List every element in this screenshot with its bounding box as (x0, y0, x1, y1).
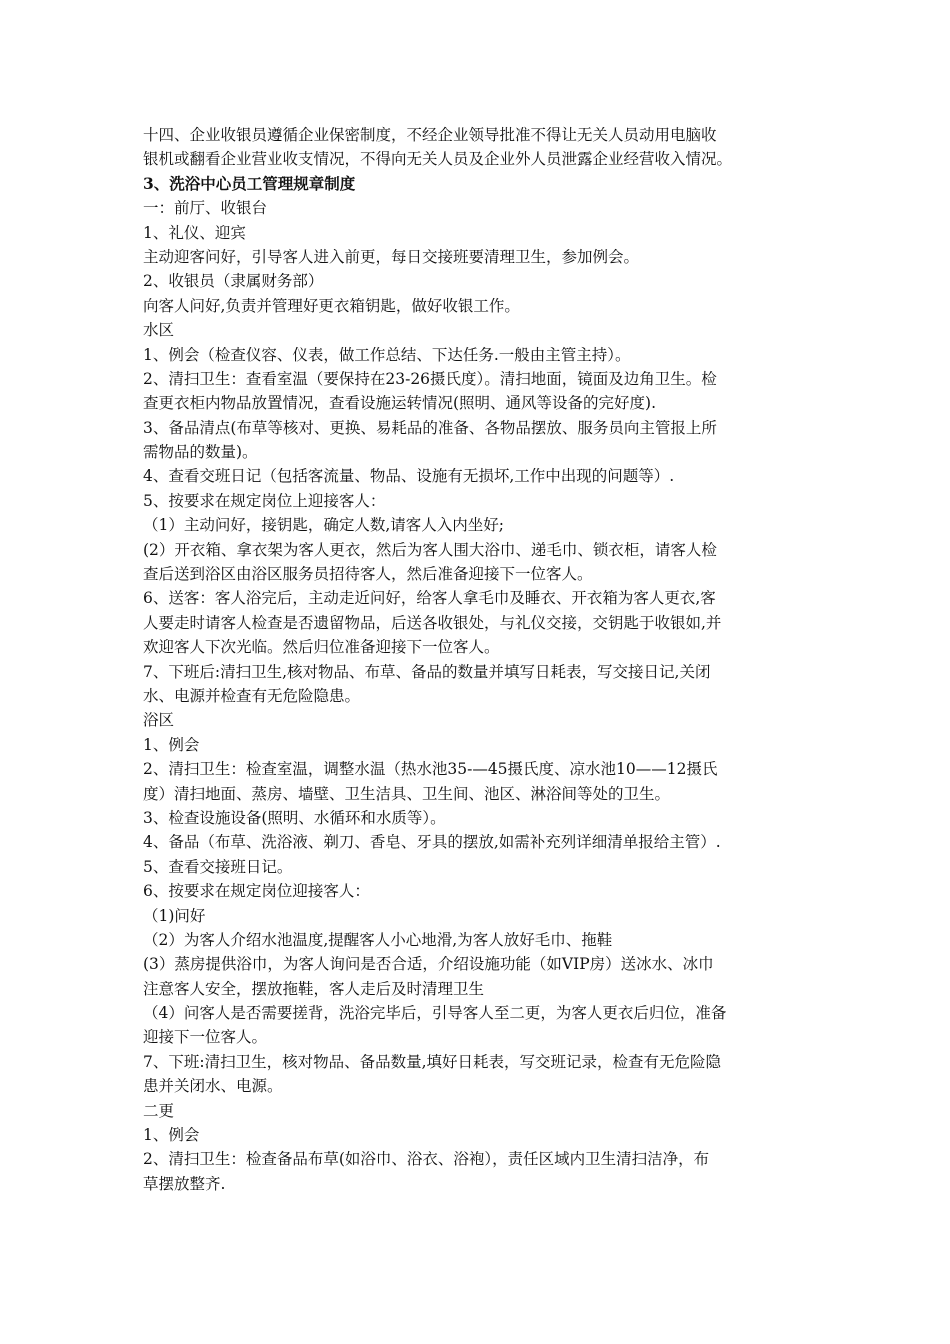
text-line: 2、清扫卫生：检查室温，调整水温（热水池35-—45摄氏度、凉水池10——12摄氏 (143, 760, 718, 779)
section-heading: 3、洗浴中心员工管理规章制度 (143, 173, 356, 193)
text-line: 1、例会 (143, 1126, 200, 1145)
text-line: 7、下班后:清扫卫生,核对物品、布草、备品的数量并填写日耗表，写交接日记,关闭 (143, 662, 711, 681)
text-line: 需物品的数量)。 (143, 443, 258, 462)
text-line: （2）为客人介绍水池温度,提醒客人小心地滑,为客人放好毛巾、拖鞋 (143, 930, 613, 949)
text-line: 十四、企业收银员遵循企业保密制度，不经企业领导批准不得让无关人员动用电脑收 (143, 126, 717, 144)
text-line: 银机或翻看企业营业收支情况，不得向无关人员及企业外人员泄露企业经营收入情况。 (143, 150, 733, 169)
text-line: (3）蒸房提供浴巾，为客人询问是否合适，介绍设施功能（如VIP房）送冰水、冰巾 (143, 955, 714, 974)
subsection-heading: 水区 (143, 321, 175, 340)
text-line: 水、电源并检查有无危险隐患。 (143, 686, 361, 705)
text-line: 4、备品（布草、洗浴液、剃刀、香皂、牙具的摆放,如需补充列详细清单报给主管）. (143, 833, 721, 852)
text-line: 7、下班:清扫卫生，核对物品、备品数量,填好日耗表，写交班记录，检查有无危险隐 (143, 1052, 722, 1071)
text-line: 2、收银员（隶属财务部） (143, 272, 324, 291)
text-line: 查后送到浴区由浴区服务员招待客人，然后准备迎接下一位客人。 (143, 565, 593, 584)
text-line: (2）开衣箱、拿衣架为客人更衣，然后为客人围大浴巾、递毛巾、锁衣柜，请客人检 (143, 540, 717, 559)
text-line: 度）清扫地面、蒸房、墙壁、卫生洁具、卫生间、池区、淋浴间等处的卫生。 (143, 784, 671, 803)
text-line: 主动迎客问好，引导客人进入前更，每日交接班要清理卫生，参加例会。 (143, 247, 640, 266)
text-line: 5、查看交接班日记。 (143, 857, 293, 876)
text-line: （4）问客人是否需要搓背，洗浴完毕后，引导客人至二更，为客人更衣后归位，准备 (143, 1004, 727, 1023)
subsection-heading: 浴区 (143, 711, 175, 730)
text-line: 草摆放整齐. (143, 1174, 226, 1193)
text-line: 2、清扫卫生：检查备品布草(如浴巾、浴衣、浴袍），责任区域内卫生清扫洁净，布 (143, 1150, 710, 1169)
text-line: 患并关闭水、电源。 (143, 1077, 283, 1096)
subsection-heading: 一：前厅、收银台 (143, 199, 268, 218)
text-line: 6、按要求在规定岗位迎接客人： (143, 882, 370, 901)
text-line: 人要走时请客人检查是否遗留物品，后送各收银处，与礼仪交接，交钥匙于收银如,并 (143, 613, 722, 632)
text-line: 向客人问好,负责并管理好更衣箱钥匙，做好收银工作。 (143, 296, 520, 315)
text-line: 欢迎客人下次光临。然后归位准备迎接下一位客人。 (143, 638, 500, 657)
text-line: 6、送客：客人浴完后，主动走近问好，给客人拿毛巾及睡衣、开衣箱为客人更衣,客 (143, 589, 716, 608)
text-line: （1)问好 (143, 906, 206, 925)
text-line: 4、查看交班日记（包括客流量、物品、设施有无损坏,工作中出现的问题等）. (143, 467, 675, 486)
text-line: 1、礼仪、迎宾 (143, 223, 246, 242)
text-line: 注意客人安全，摆放拖鞋，客人走后及时清理卫生 (143, 979, 485, 998)
subsection-heading: 二更 (143, 1101, 175, 1120)
text-line: 3、备品清点(布草等核对、更换、易耗品的准备、各物品摆放、服务员向主管报上所 (143, 418, 717, 437)
text-line: （1）主动问好，接钥匙，确定人数,请客人入内坐好; (143, 516, 505, 535)
text-line: 5、按要求在规定岗位上迎接客人： (143, 491, 386, 510)
text-line: 1、例会 (143, 735, 200, 754)
text-line: 3、检查设施设备(照明、水循环和水质等）。 (143, 808, 446, 827)
text-line: 1、例会（检查仪容、仪表，做工作总结、下达任务.一般由主管主持）。 (143, 345, 631, 364)
text-line: 查更衣柜内物品放置情况，查看设施运转情况(照明、通风等设备的完好度). (143, 394, 657, 413)
text-line: 2、清扫卫生：查看室温（要保持在23-26摄氏度）。清扫地面，镜面及边角卫生。检 (143, 369, 717, 388)
text-line: 迎接下一位客人。 (143, 1028, 268, 1047)
document-page (143, 123, 808, 1196)
